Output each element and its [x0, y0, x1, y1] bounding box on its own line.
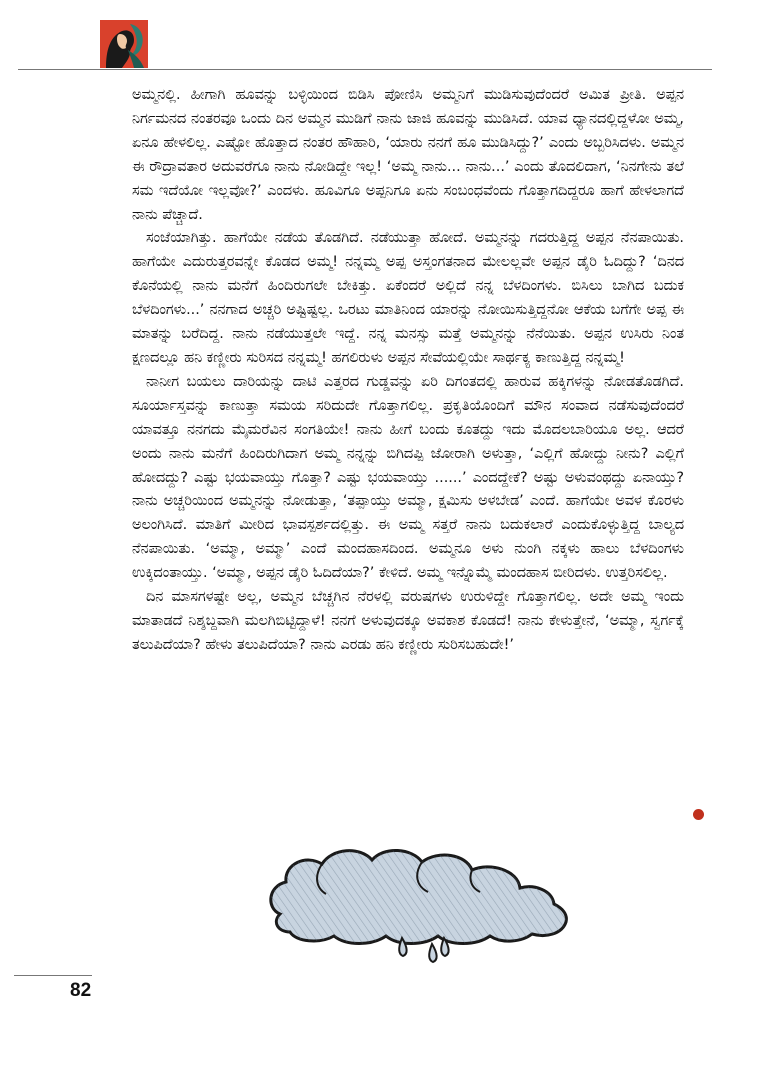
paragraph: ದಿನ ಮಾಸಗಳಷ್ಟೇ ಅಲ್ಲ, ಅಮ್ಮನ ಬೆಚ್ಚಗಿನ ನೆರಳಲ್ಲಿ ವರುಷಗಳು ಉರುಳಿದ್ದೇ ಗೊತ್ತಾಗಲಿಲ್ಲ. ಅದೇ ಅಮ್ಮ ಇಂದು ಮಾತಾಡದೆ ನಿಶ್ಶಬ್ದವಾಗಿ ಮಲಗಿಬಿಟ್ಟಿದ್ದಾಳೆ! ನನಗೆ ಅಳುವುದಕ್ಕೂ ಅವಕಾಶ ಕೊಡದೆ! ನಾನು ಕೇಳುತ್ತೇನೆ, ‘ಅಮ್ಮಾ, ಸ್ವರ್ಗಕ್ಕೆ ತಲುಪಿದೆಯಾ? ಹೇಳು ತಲುಪಿದೆಯಾ? ನಾನು ಎರಡು ಹನಿ ಕಣ್ಣೀರು ಸುರಿಸಬಹುದೇ!’	[132, 589, 684, 653]
rain-cloud-illustration	[262, 842, 594, 972]
header-divider	[18, 69, 712, 70]
magazine-logo	[100, 20, 148, 68]
woman-profile-moon-logo-icon	[100, 20, 148, 68]
paragraph: ನಾನೀಗ ಬಯಲು ದಾರಿಯನ್ನು ದಾಟಿ ಎತ್ತರದ ಗುಡ್ಡವನ್ನು ಏರಿ ದಿಗಂತದಲ್ಲಿ ಹಾರುವ ಹಕ್ಕಿಗಳನ್ನು ನೋಡತೊಡಗಿದೆ. ಸೂರ್ಯಾಸ್ತವನ್ನು ಕಾಣುತ್ತಾ ಸಮಯ ಸರಿದುದೇ ಗೊತ್ತಾಗಲಿಲ್ಲ. ಪ್ರಕೃತಿಯೊಂದಿಗೆ ಮೌನ ಸಂವಾದ ನಡೆಸುವುದೆಂದರೆ ಯಾವತ್ತೂ ನನಗದು ಮೈಮರೆವಿನ ಸಂಗತಿಯೇ! ನಾನು ಹೀಗೆ ಬಂದು ಕೂತದ್ದು ಇದು ಮೊದಲಬಾರಿಯೂ ಅಲ್ಲ. ಆದರೆ ಅಂದು ನಾನು ಮನೆಗೆ ಹಿಂದಿರುಗಿದಾಗ ಅಮ್ಮ ನನ್ನನ್ನು ಬಿಗಿದಪ್ಪಿ ಜೋರಾಗಿ ಅಳುತ್ತಾ, ‘ಎಲ್ಲಿಗೆ ಹೋದ್ದು ನೀನು? ಎಲ್ಲಿಗೆ ಹೋದದ್ದು? ಎಷ್ಟು ಭಯವಾಯ್ತು ಗೊತ್ತಾ? ಎಷ್ಟು ಭಯವಾಯ್ತು ......’ ಎಂದದ್ದೇಕೆ? ಅಷ್ಟು ಅಳುವಂಥದ್ದು ಏನಾಯ್ತು? ನಾನು ಅಚ್ಚರಿಯಿಂದ ಅಮ್ಮನನ್ನು ನೋಡುತ್ತಾ, ‘ತಪ್ಪಾಯ್ತು ಅಮ್ಮಾ, ಕ್ಷಮಿಸು ಅಳಬೇಡ’ ಎಂದೆ. ಹಾಗೆಯೇ ಅವಳ ಕೊರಳು ಅಲಂಗಿಸಿದೆ. ಮಾತಿಗೆ ಮೀರಿದ ಭಾವಸ್ಪರ್ಶದಲ್ಲಿತ್ತು. ಈ ಅಮ್ಮ ಸತ್ತರೆ ನಾನು ಬದುಕಲಾರೆ ಎಂದುಕೊಳ್ಳುತ್ತಿದ್ದ ಬಾಲ್ಯದ ನೆನಪಾಯಿತು. ‘ಅಮ್ಮಾ, ಅಮ್ಮಾ’ ಎಂದೆ ಮಂದಹಾಸದಿಂದ. ಅಮ್ಮನೂ ಅಳು ನುಂಗಿ ನಕ್ಕಳು ಹಾಲು ಬೆಳದಿಂಗಳು ಉಕ್ಕಿದಂತಾಯ್ತು. ‘ಅಮ್ಮಾ, ಅಪ್ಪನ ಡೈರಿ ಓದಿದೆಯಾ?’ ಕೇಳಿದೆ. ಅಮ್ಮ ಇನ್ನೊಮ್ಮೆ ಮಂದಹಾಸ ಬೀರಿದಳು. ಉತ್ತರಿಸಲಿಲ್ಲ.	[132, 373, 684, 582]
paragraph: ಸಂಜೆಯಾಗಿತ್ತು. ಹಾಗೆಯೇ ನಡೆಯ ತೊಡಗಿದೆ. ನಡೆಯುತ್ತಾ ಹೋದೆ. ಅಮ್ಮನನ್ನು ಗದರುತ್ತಿದ್ದ ಅಪ್ಪನ ನೆನಪಾಯಿತು. ಹಾಗೆಯೇ ಎದುರುತ್ತರವನ್ನೇ ಕೊಡದ ಅಮ್ಮ! ನನ್ನಮ್ಮ ಅಪ್ಪ ಅಸ್ತಂಗತನಾದ ಮೇಲಲ್ಲವೇ ಅಪ್ಪನ ಡೈರಿ ಓದಿದ್ದು? ‘ದಿನದ ಕೊನೆಯಲ್ಲಿ ನಾನು ಮನೆಗೆ ಹಿಂದಿರುಗಲೇ ಬೇಕಿತ್ತು. ಏಕೆಂದರೆ ಅಲ್ಲಿದೆ ನನ್ನ ಬೆಳದಿಂಗಳು. ಬಿಸಿಲು ಬಾಗಿದ ಬದುಕ ಬೆಳದಿಂಗಳು...’ ನನಗಾದ ಅಚ್ಚರಿ ಅಷ್ಟಿಷ್ಟಲ್ಲ. ಒರಟು ಮಾತಿನಿಂದ ಯಾರನ್ನು ನೋಯಿಸುತ್ತಿದ್ದನೋ ಆಕೆಯ ಬಗೆಗೇ ಅಪ್ಪ ಈ ಮಾತನ್ನು ಬರೆದಿದ್ದ. ನಾನು ನಡೆಯುತ್ತಲೇ ಇದ್ದೆ. ನನ್ನ ಮನಸ್ಸು ಮತ್ತೆ ಅಮ್ಮನನ್ನು ನೆನೆಯಿತು. ಅಪ್ಪನ ಉಸಿರು ನಿಂತ ಕ್ಷಣದಲ್ಲೂ ಹನಿ ಕಣ್ಣೀರು ಸುರಿಸದ ನನ್ನಮ್ಮ! ಹಗಲಿರುಳು ಅಪ್ಪನ ಸೇವೆಯಲ್ಲಿಯೇ ಸಾರ್ಥಕ್ಯ ಕಾಣುತ್ತಿದ್ದ ನನ್ನಮ್ಮ!	[132, 230, 684, 366]
end-of-story-dot-icon	[693, 809, 704, 820]
paragraph: ಅಮ್ಮನಲ್ಲಿ. ಹೀಗಾಗಿ ಹೂವನ್ನು ಬಳ್ಳಿಯಿಂದ ಬಿಡಿಸಿ ಪೋಣಿಸಿ ಅಮ್ಮನಿಗೆ ಮುಡಿಸುವುದೆಂದರೆ ಅಮಿತ ಪ್ರೀತಿ. ಅಪ್ಪನ ನಿರ್ಗಮನದ ನಂತರವೂ ಒಂದು ದಿನ ಅಮ್ಮನ ಮುಡಿಗೆ ನಾನು ಜಾಜಿ ಹೂವನ್ನು ಮುಡಿಸಿದೆ. ಯಾವ ಧ್ಯಾನದಲ್ಲಿದ್ದಳೋ ಅಮ್ಮ, ಏನೂ ಹೇಳಲಿಲ್ಲ. ಎಷ್ಟೋ ಹೊತ್ತಾದ ನಂತರ ಹೌಹಾರಿ, ‘ಯಾರು ನನಗೆ ಹೂ ಮುಡಿಸಿದ್ದು?’ ಎಂದು ಅಬ್ಬರಿಸಿದಳು. ಅಮ್ಮನ ಈ ರೌದ್ರಾವತಾರ ಅದುವರೆಗೂ ನಾನು ನೋಡಿದ್ದೇ ಇಲ್ಲ! ‘ಅಮ್ಮ ನಾನು... ನಾನು...’ ಎಂದು ತೊದಲಿದಾಗ, ‘ನಿನಗೇನು ತಲೆ ಸಮ ಇದೆಯೋ ಇಲ್ಲವೋ?’ ಎಂದಳು. ಹೂವಿಗೂ ಅಪ್ಪನಿಗೂ ಏನು ಸಂಬಂಧವೆಂದು ಗೊತ್ತಾಗದಿದ್ದರೂ ಹಾಗೆ ಹೇಳಲಾಗದೆ ನಾನು ಪೆಚ್ಚಾದೆ.	[132, 87, 684, 223]
rain-cloud-icon	[262, 842, 594, 972]
story-text	[132, 84, 684, 658]
footer-divider	[14, 975, 92, 976]
page-number: 82	[70, 980, 92, 1001]
